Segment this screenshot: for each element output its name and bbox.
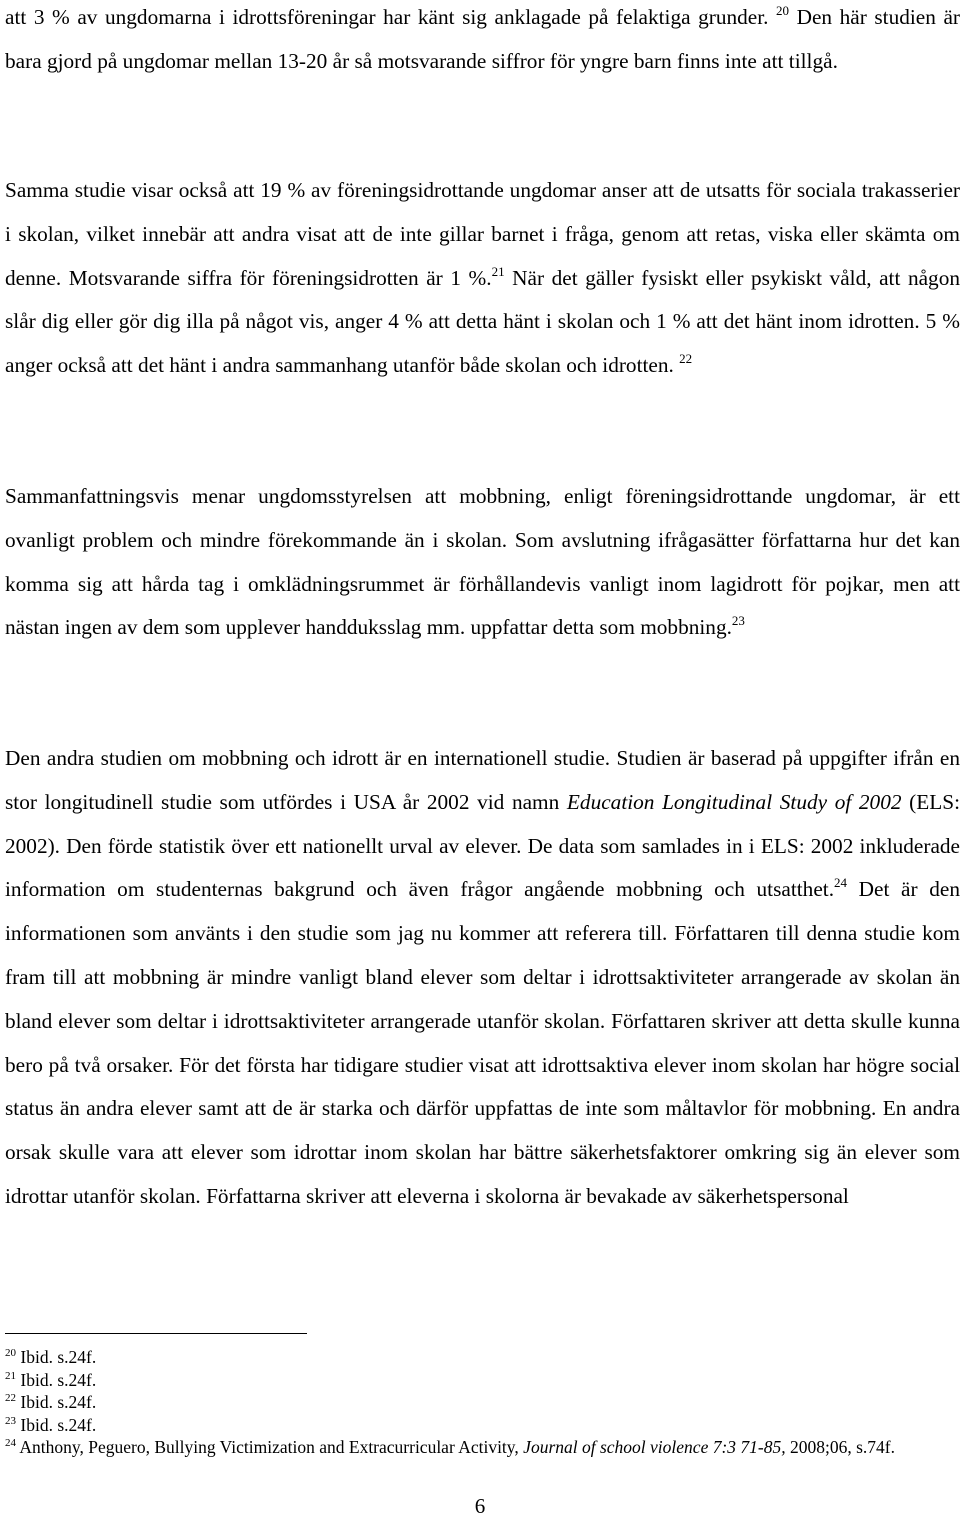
footnote-separator bbox=[5, 1333, 307, 1334]
footnote-number: 24 bbox=[5, 1437, 16, 1449]
text-run: Sammanfattningsvis menar ungdomsstyrelsen att mobbning, enligt föreningsidrottande ungdomar, är ett ovanligt problem och mindre förekommande än i skolan. Som avslutning ifrågasätter författarna hur det kan komma sig att hårda tag i omklädningsrummet är förhållandevis vanligt inom lagidrott för pojkar, men att nästan ingen av dem som upplever handduksslag mm. uppfattar detta som mobbning. bbox=[5, 484, 960, 640]
footnotes bbox=[5, 1346, 960, 1459]
italic-title: Journal of school violence 7:3 71-85, bbox=[523, 1437, 786, 1457]
footnote-24 bbox=[5, 1436, 960, 1459]
italic-title: Education Longitudinal Study of 2002 bbox=[566, 789, 902, 814]
text-run: Ibid. s.24f. bbox=[16, 1414, 97, 1435]
text-run: att 3 % av ungdomarna i idrottsföreningar har känt sig anklagade på felaktiga grunder. bbox=[5, 5, 777, 29]
footnote-number: 20 bbox=[5, 1347, 16, 1359]
text-run: Det är den informationen som använts i den studie som jag nu kommer att referera till. Författaren till denna studie kom fram till att mobbning är mindre vanligt bland elever som deltar i idrottsaktiviteter arrangerade av skolan än bland elever som deltar i idrottsaktiviteter arrangerade utanför skolan. Författaren skriver att detta skulle kunna bero på två orsaker. För det första har tidigare studier visat att idrottsaktiva elever inom skolan har högre social status än andra elever samt att de är starka och därför uppfattas de inte som måltavlor för mobbning. En andra orsak skulle vara att elever som idrottar inom skolan har bättre säkerhetsfaktorer omkring sig än elever som idrottar utanför skolan. Författarna skriver att eleverna i skolorna är bevakade av säkerhetspersonal bbox=[5, 877, 960, 1208]
text-run: Ibid. s.24f. bbox=[16, 1347, 97, 1367]
body-paragraph-4 bbox=[5, 737, 960, 1219]
text-run: (ELS: 2002). Den förde statistik över ett nationellt urval av elever. De data som samlades in i ELS: 2002 inkluderade information om studenternas bakgrund och även frågor angående mobbning och utsatthet. bbox=[5, 789, 960, 902]
footnote-20 bbox=[5, 1346, 960, 1369]
footnote-ref: 21 bbox=[491, 263, 505, 279]
footnote-ref: 23 bbox=[731, 613, 745, 629]
text-run: Samma studie visar också att 19 % av föreningsidrottande ungdomar anser att de utsatts för sociala trakasserier i skolan, vilket innebär att andra visat att de inte gillar barnet i fråga, genom att retas, viska eller skämta om denne. Motsvarande siffra för föreningsidrotten är 1 %. bbox=[5, 178, 960, 290]
text-run: Ibid. s.24f. bbox=[16, 1392, 97, 1412]
body-paragraph-1 bbox=[5, 0, 960, 84]
footnote-ref: 24 bbox=[834, 875, 848, 891]
text-run: Anthony, Peguero, Bullying Victimization and Extracurricular Activity, bbox=[16, 1437, 524, 1457]
text-run: 2008;06, s.74f. bbox=[785, 1437, 895, 1457]
text-run: När det gäller fysiskt eller psykiskt våld, att någon slår dig eller gör dig illa på något vis, anger 4 % att detta hänt i skolan och 1 % att det hänt inom idrotten. 5 % anger också att det hänt i andra sammanhang utanför både skolan och idrotten. bbox=[5, 265, 960, 378]
page-number: 6 bbox=[474, 1494, 486, 1518]
footnote-21 bbox=[5, 1369, 960, 1392]
text-run: Den andra studien om mobbning och idrott är en internationell studie. Studien är baserad på uppgifter ifrån en stor longitudinell studie som utfördes i USA år 2002 vid namn bbox=[5, 746, 960, 814]
footnote-number: 23 bbox=[5, 1414, 16, 1427]
footnote-ref: 20 bbox=[776, 3, 790, 18]
text-run: Ibid. s.24f. bbox=[16, 1369, 97, 1390]
footnote-ref: 22 bbox=[679, 351, 693, 367]
body-paragraph-3 bbox=[5, 475, 960, 650]
footnote-23 bbox=[5, 1414, 960, 1437]
footnote-number: 21 bbox=[5, 1369, 16, 1382]
text-run: Den här studien är bara gjord på ungdomar mellan 13-20 år så motsvarande siffror för yngre barn finns inte att tillgå. bbox=[5, 5, 960, 73]
footnote-number: 22 bbox=[5, 1392, 16, 1404]
body-paragraph-2 bbox=[5, 169, 960, 388]
footnote-22 bbox=[5, 1391, 960, 1414]
